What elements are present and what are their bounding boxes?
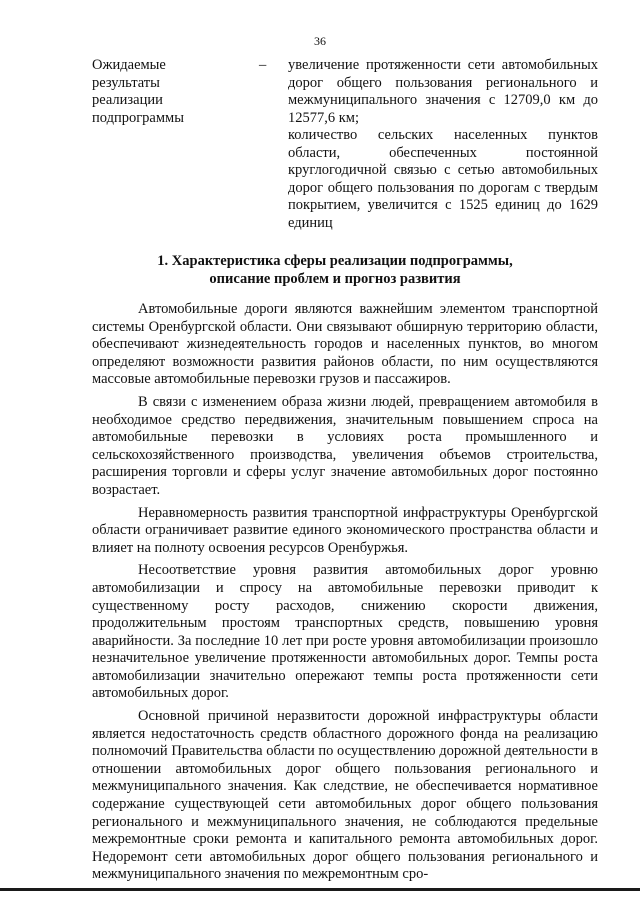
paragraph: Автомобильные дороги являются важнейшим элементом транспортной системы Оренбургской области. Они связывают обширную территорию области, обеспечивают жизнедеятельность городов и населенных пунктов, во многом определяют возможности развития районов области, по ним осуществляются массовые автомобильные перевозки грузов и пассажиров. [92, 301, 598, 388]
passport-row-label [92, 57, 232, 127]
paragraph: В связи с изменением образа жизни людей, превращением автомобиля в необходимое средство передвижения, значительным повышением спроса на автомобильные перевозки в условиях роста промышленного и сельскохозяйственного производства, увеличения объемов строительства, расширения торговли и сферы услуг значение автомобильных дорог постоянно возрастает. [92, 393, 598, 498]
section-heading-line: 1. Характеристика сферы реализации подпрограммы, [157, 253, 513, 269]
passport-dash: – [259, 57, 267, 73]
passport-value: увеличение протяженности сети автомобильных дорог общего пользования регионального и межмуниципального значения с 12709,0 км до 12577,6 км; [288, 57, 598, 126]
paragraph: Неравномерность развития транспортной инфраструктуры Оренбургской области ограничивает развитие единого экономического пространства области и влияет на полноту освоения ресурсов Оренбуржья. [92, 504, 598, 556]
page-number: 36 [314, 34, 326, 48]
passport-label-line: Ожидаемые [92, 57, 166, 73]
passport-row-values [288, 57, 598, 232]
paragraph: Основной причиной неразвитости дорожной инфраструктуры области является недостаточность средств областного дорожного фонда на реализацию полномочий Правительства области по осуществлению дорожной деятельности в отношении автомобильных дорог общего пользования регионального и межмуниципального значения. Как следствие, не обеспечивается нормативное содержание существующей сети автомобильных дорог общего пользования регионального и межмуниципального значения, не соблюдаются предельные межремонтные сроки ремонта и капитального ремонта автомобильных дорог. Недоремонт сети автомобильных дорог общего пользования регионального и межмуниципального значения по межремонтным сро- [92, 708, 598, 883]
passport-label-line: реализации [92, 92, 163, 108]
passport-label-line: подпрограммы [92, 109, 184, 126]
passport-value: количество сельских населенных пунктов области, обеспеченных постоянной круглогодичной связью с сетью автомобильных дорог общего пользования по дорогам с твердым покрытием, увеличится с 1525 единиц до 1629 единиц [288, 127, 598, 231]
section-heading-line: описание проблем и прогноз развития [209, 271, 461, 287]
body-text [92, 301, 598, 889]
paragraph: Несоответствие уровня развития автомобильных дорог уровню автомобилизации и спросу на автомобильные перевозки приводит к существенному росту расходов, снижению скорости движения, продолжительным простоям транспортных средств, повышению уровня аварийности. За последние 10 лет при росте уровня автомобилизации произошло незначительное увеличение протяженности автомобильных дорог. Темпы роста автомобилизации значительно опережают темпы роста протяженности сети автомобильных дорог. [92, 562, 598, 702]
bottom-rule [0, 888, 640, 891]
passport-label-line: результаты [92, 74, 160, 91]
section-heading [120, 252, 550, 288]
